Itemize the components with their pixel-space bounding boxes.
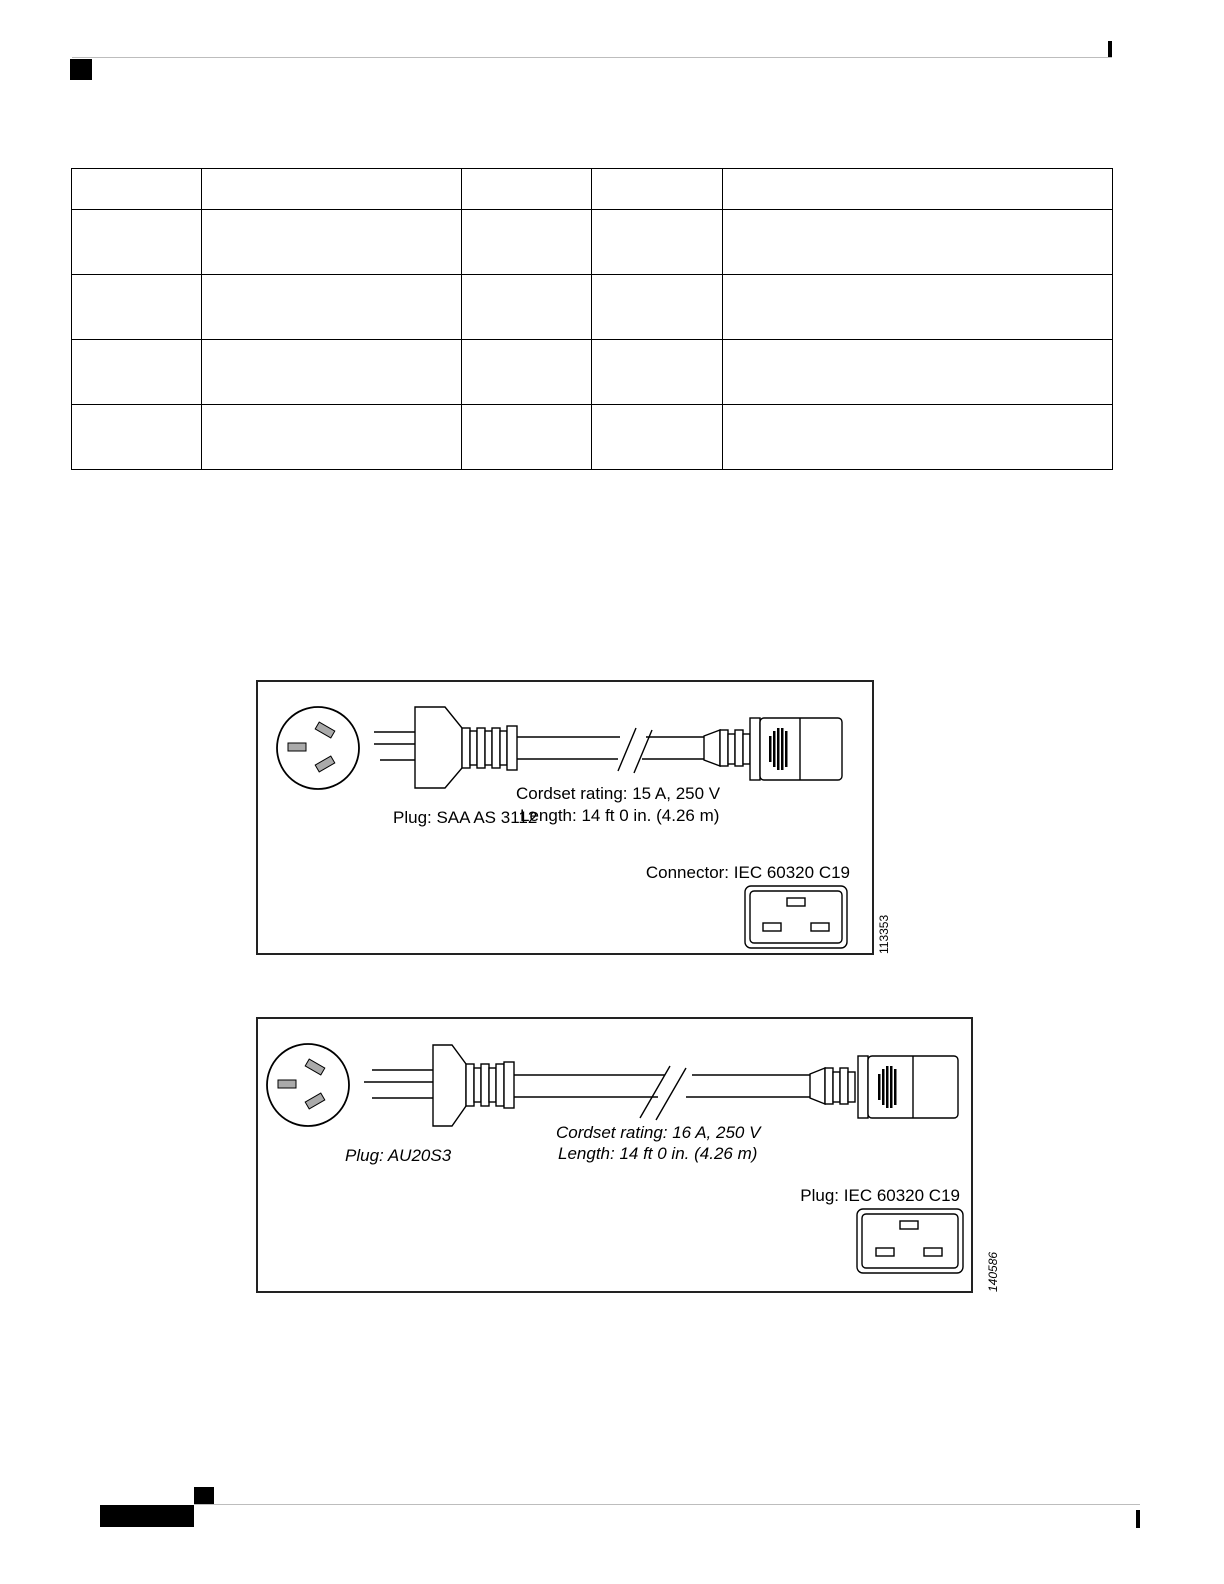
- table-cell: [72, 405, 202, 470]
- table-cell: [202, 275, 462, 340]
- table-cell: [72, 275, 202, 340]
- table-header-row: [72, 169, 1113, 210]
- table-cell: [72, 340, 202, 405]
- table-cell: [723, 210, 1113, 275]
- figure-id: 140586: [986, 1251, 1000, 1292]
- table-cell: [592, 275, 723, 340]
- cordset-rating: Cordset rating: 16 A, 250 V: [556, 1123, 761, 1142]
- plug-label: Plug: AU20S3: [345, 1146, 452, 1165]
- connector-face-icon: [745, 886, 847, 948]
- table-header-cell: [723, 169, 1113, 210]
- table-header-cell: [462, 169, 592, 210]
- table-cell: [462, 405, 592, 470]
- table-header-cell: [202, 169, 462, 210]
- table-cell: [202, 210, 462, 275]
- header-rule: [72, 57, 1112, 58]
- table-header-cell: [592, 169, 723, 210]
- table-cell: [202, 405, 462, 470]
- connector-label: Connector: IEC 60320 C19: [645, 863, 850, 882]
- cordset-rating: Cordset rating: 15 A, 250 V: [516, 784, 721, 803]
- header-marker: [70, 59, 92, 80]
- plug-label: Plug: SAA AS 3112: [393, 808, 538, 827]
- figure-id: 113353: [877, 914, 891, 954]
- cord-length: Length: 14 ft 0 in. (4.26 m): [558, 1144, 758, 1163]
- power-cord-figure-saa: [250, 676, 895, 961]
- header-tick: [1108, 41, 1112, 57]
- footer-bar: [100, 1505, 194, 1527]
- plug-face-icon: [277, 707, 359, 789]
- table-cell: [462, 210, 592, 275]
- footer-tick: [1136, 1510, 1140, 1528]
- footer-rule: [194, 1504, 1140, 1505]
- power-cord-table: [71, 168, 1113, 470]
- table-row: [72, 210, 1113, 275]
- table-cell: [723, 340, 1113, 405]
- table-header-cell: [72, 169, 202, 210]
- table-cell: [202, 340, 462, 405]
- table-row: [72, 275, 1113, 340]
- cord-length: Length: 14 ft 0 in. (4.26 m): [520, 806, 720, 825]
- table-cell: [72, 210, 202, 275]
- power-cord-figure-au20s3: [250, 1012, 1010, 1300]
- connector-label: Plug: IEC 60320 C19: [800, 1186, 960, 1205]
- table-row: [72, 405, 1113, 470]
- footer-marker: [194, 1487, 214, 1504]
- table-cell: [723, 405, 1113, 470]
- table-cell: [592, 340, 723, 405]
- table-cell: [462, 275, 592, 340]
- table-cell: [462, 340, 592, 405]
- plug-face-icon: [267, 1044, 349, 1126]
- table-row: [72, 340, 1113, 405]
- table-cell: [592, 210, 723, 275]
- table-cell: [723, 275, 1113, 340]
- table-cell: [592, 405, 723, 470]
- connector-face-icon: [857, 1209, 963, 1273]
